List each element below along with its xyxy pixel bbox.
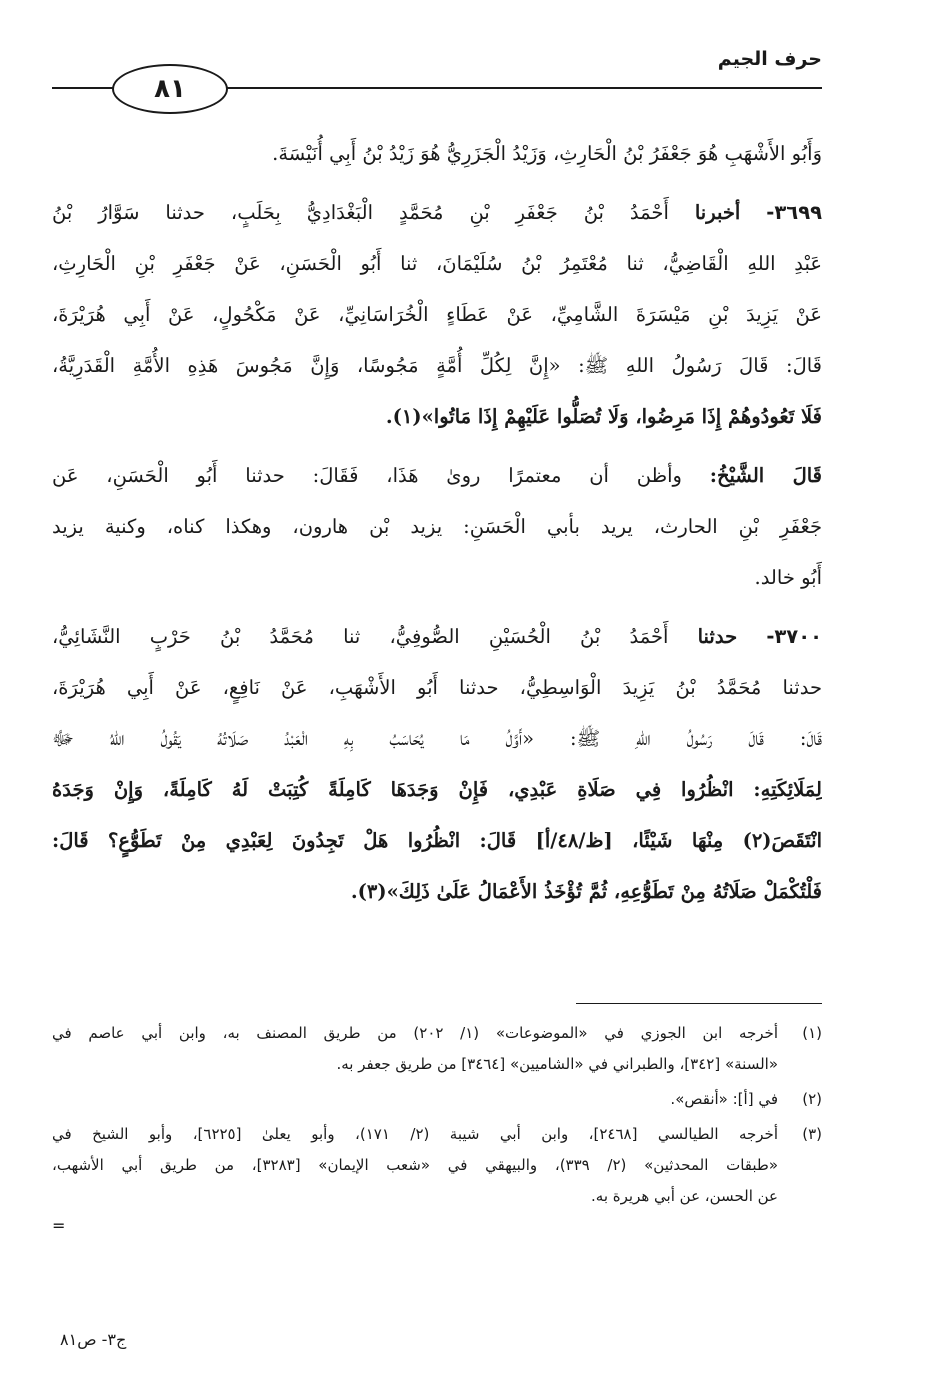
footnote-line: عن الحسن، عن أبي هريرة به. (591, 1187, 778, 1205)
volume-page-reference: ج٣- ص٨١ (60, 1330, 127, 1349)
footnote-1 (52, 1018, 822, 1080)
footnote-text (52, 1018, 778, 1080)
text-fragment: أَحْمَدُ بْنُ الْحُسَيْنِ الصُّوفِيُّ، ثنا مُحَمَّدُ بْنُ حَرْبٍ النَّشَائِيُّ، (52, 625, 669, 648)
page-header (52, 44, 822, 114)
transmission-verb: حدثنا (697, 625, 738, 648)
text-line: حدثنا مُحَمَّدُ بْنُ يَزِيدَ الْوَاسِطِيُّ، حدثنا أَبُو الأَشْهَبِ، عَنْ نَافِعٍ، عَنْ أَبِي هُرَيْرَةَ، (52, 676, 822, 699)
text-line: فَلَا تَعُودُوهُمْ إِذَا مَرِضُوا، وَلَا تُصَلُّوا عَلَيْهِمْ إِذَا مَاتُوا»(١). (385, 405, 822, 428)
continuation-mark: = (52, 1216, 66, 1235)
sheikh-comment (52, 450, 822, 603)
footnote-line: أخرجه ابن الجوزي في «الموضوعات» (١/ ٢٠٢) من طريق المصنف به، وابن أبي عاصم في (52, 1024, 778, 1042)
hadith-3699 (52, 187, 822, 442)
text-fragment: أَحْمَدُ بْنُ جَعْفَرِ بْنِ مُحَمَّدٍ الْبَغْدَادِيُّ بِحَلَبٍ، حدثنا سَوَّارُ بْنُ (52, 201, 669, 224)
footnote-separator (576, 1003, 822, 1004)
text-line: عَبْدِ اللهِ الْقَاضِيُّ، ثنا مُعْتَمِرُ بْنُ سُلَيْمَانَ، ثنا أَبُو الْحَسَنِ، عَنْ جَعْفَرِ بْنِ الْحَارِثِ، (52, 252, 822, 275)
hadith-number: ٣٧٠٠- (766, 625, 822, 648)
text-line: جَعْفَرِ بْنِ الحارث، يريد بأبي الْحَسَنِ: يزيد بْن هارون، وهكذا كناه، وكنية يزيد (52, 515, 822, 538)
text-fragment: وأظن أن معتمرًا روىٰ هَذَا، فَقَالَ: حدثنا أَبُو الْحَسَنِ، عَن (52, 464, 682, 487)
text-line: قَالَ: قَالَ رَسُولُ اللهِ ﷺ: «أَوَّلُ مَا يُحَاسَبُ بِهِ الْعَبْدُ صَلَاتُهُ يَقُولُ اللهُ ﷻ (52, 727, 822, 750)
text-line: قَالَ: قَالَ رَسُولُ اللهِ ﷺ: «إِنَّ لِكُلِّ أُمَّةٍ مَجُوسًا، وَإِنَّ مَجُوسَ هَذِهِ الأُمَّةِ الْقَدَرِيَّةُ، (52, 354, 822, 377)
footnote-text (52, 1119, 778, 1212)
footnote-number: (٣) (802, 1125, 822, 1143)
text-line: وَأَبُو الأَشْهَبِ هُوَ جَعْفَرُ بْنُ الْحَارِثِ، وَزَيْدُ الْجَزَرِيُّ هُوَ زَيْدُ بْنُ أَبِي أُنَيْسَةَ. (272, 142, 822, 165)
text-line (52, 187, 822, 238)
text-line: انْتَقَصَ(٢) مِنْهَا شَيْئًا، [ظ/٤٨/أ] قَالَ: انْظُرُوا هَلْ تَجِدُونَ لِعَبْدِي مِنْ تَطَوُّعٍ؟ قَالَ: (52, 829, 822, 852)
hadith-number: ٣٦٩٩- (766, 201, 822, 224)
footnote-number: (١) (802, 1024, 822, 1042)
text-line: فَلْتُكْمَلْ صَلَاتُهُ مِنْ تَطَوُّعِهِ، ثُمَّ تُؤْخَذُ الأَعْمَالُ عَلَىٰ ذَلِكَ»(٣). (350, 880, 822, 903)
transmission-verb: أخبرنا (694, 201, 741, 224)
text-line: أَبُو خالد. (754, 566, 822, 589)
text-line (52, 611, 822, 662)
comment-lead: قَالَ الشَّيْخُ: (709, 464, 822, 487)
footnotes (52, 1018, 822, 1212)
footnote-2 (52, 1084, 822, 1115)
footnote-number: (٢) (802, 1090, 822, 1108)
body-text (52, 128, 822, 917)
footnote-line: في [أ]: «أنقص». (670, 1090, 778, 1108)
footnote-3 (52, 1119, 822, 1212)
page-number: ٨١ (154, 74, 186, 104)
text-line (52, 450, 822, 501)
text-line: لِمَلَائِكَتِهِ: انْظُرُوا فِي صَلَاةِ عَبْدِي، فَإِنْ وَجَدَهَا كَامِلَةً كُتِبَتْ لَهُ كَامِلَةً، وَإِنْ وَجَدَهُ (52, 778, 822, 801)
footnote-text (52, 1084, 778, 1115)
page-number-oval (112, 64, 228, 114)
chapter-title: حرف الجيم (717, 48, 822, 70)
footnote-line: «السنة» [٣٤٢]، والطبراني في «الشاميين» [٣٤٦٤] من طريق جعفر به. (336, 1055, 778, 1073)
footnote-line: «طبقات المحدثين» (٢/ ٣٣٩)، والبيهقي في «شعب الإيمان» [٣٢٨٣]، من طريق أبي الأشهب، (52, 1156, 778, 1174)
text-line: عَنْ يَزِيدَ بْنِ مَيْسَرَةَ الشَّامِيِّ، عَنْ عَطَاءٍ الْخُرَاسَانِيِّ، عَنْ مَكْحُولٍ، عَنْ أَبِي هُرَيْرَةَ، (52, 303, 822, 326)
hadith-3700 (52, 611, 822, 917)
footnote-line: أخرجه الطيالسي [٢٤٦٨]، وابن أبي شيبة (٢/ ١٧١)، وأبو يعلىٰ [٦٢٢٥]، وأبو الشيخ في (52, 1125, 778, 1143)
paragraph-1 (52, 128, 822, 179)
